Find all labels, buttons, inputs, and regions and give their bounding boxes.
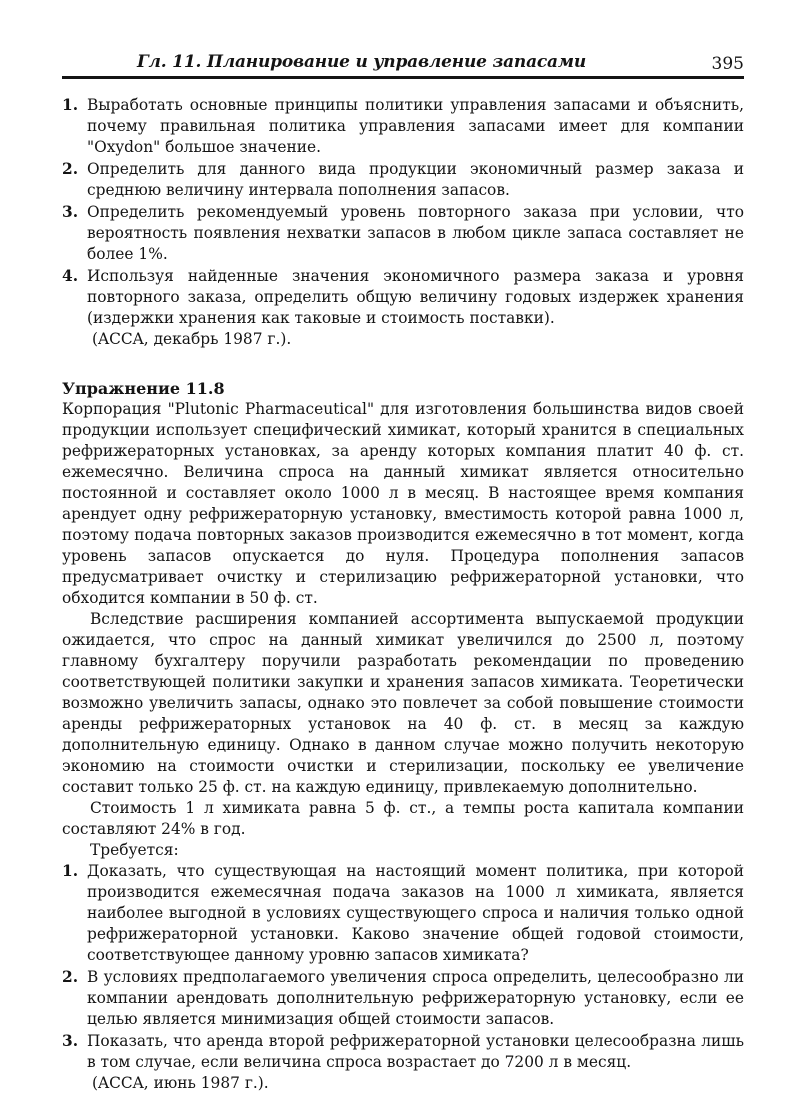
exercise-heading: Упражнение 11.8 (62, 379, 225, 398)
page-number: 395 (711, 54, 744, 74)
list-number: 3. (62, 203, 79, 221)
list-text: Используя найденные значения экономичного размера заказа и уровня повторного заказа, определить общую величину годовых издержек хранения (издержки хранения как таковые и стоимость поставки). (87, 267, 744, 327)
list-number: 2. (62, 160, 79, 178)
list-item (62, 967, 744, 1030)
list-text: Определить для данного вида продукции экономичный размер заказа и среднюю величину интервала пополнения запасов. (87, 160, 744, 199)
list-item (62, 202, 744, 265)
citation: (ACCA, декабрь 1987 г.). (92, 330, 292, 348)
list-item (62, 266, 744, 329)
list-number: 2. (62, 968, 79, 986)
list-number: 1. (62, 862, 79, 880)
list-item (62, 1031, 744, 1073)
list-item (62, 95, 744, 158)
list-text: Определить рекомендуемый уровень повторного заказа при условии, что вероятность появления нехватки запасов в любом цикле запаса составляет не более 1%. (87, 203, 744, 263)
paragraph: Вследствие расширения компанией ассортимента выпускаемой продукции ожидается, что спрос на данный химикат увеличился до 2500 л, поэтому главному бухгалтеру поручили разработать рекомендации по проведению соответствующей политики закупки и хранения запасов химиката. Теоретически возможно увеличить запасы, однако это повлечет за собой повышение стоимости аренды рефрижераторных установок на 40 ф. ст. в месяц за каждую дополнительную единицу. Однако в данном случае можно получить некоторую экономию на стоимости очистки и стерилизации, поскольку ее увеличение составит только 25 ф. ст. на каждую единицу, привлекаемую дополнительно. (62, 610, 744, 796)
list-text: В условиях предполагаемого увеличения спроса определить, целесообразно ли компании арендовать дополнительную рефрижераторную установку, если ее целью является минимизация общей стоимости запасов. (87, 968, 744, 1028)
list-text: Доказать, что существующая на настоящий момент политика, при которой производится ежемесячная подача заказов на 1000 л химиката, является наиболее выгодной в условиях существующего спроса и наличия только одной рефрижераторной установки. Каково значение общей годовой стоимости, соответствующее данному уровню запасов химиката? (87, 862, 744, 964)
paragraph: Стоимость 1 л химиката равна 5 ф. ст., а темпы роста капитала компании составляют 24% в год. (62, 799, 744, 838)
list-item (62, 159, 744, 201)
list-item (62, 861, 744, 966)
page-content (62, 95, 744, 1094)
task-list (62, 861, 744, 1073)
list-number: 3. (62, 1032, 79, 1050)
chapter-title: Гл. 11. Планирование и управление запасами (136, 52, 586, 72)
paragraph: Корпорация "Plutonic Pharmaceutical" для изготовления большинства видов своей продукции использует специфический химикат, который хранится в специальных рефрижераторных установках, за аренду которых компания платит 40 ф. ст. ежемесячно. Величина спроса на данный химикат является относительно постоянной и составляет около 1000 л в месяц. В настоящее время компания арендует одну рефрижераторную установку, вместимость которой равна 1000 л, поэтому подача повторных заказов производится ежемесячно в тот момент, когда уровень запасов опускается до нуля. Процедура пополнения запасов предусматривает очистку и стерилизацию рефрижераторной установки, что обходится компании в 50 ф. ст. (62, 400, 744, 607)
running-header (62, 50, 744, 76)
list-text: Выработать основные принципы политики управления запасами и объяснить, почему правильная политика управления запасами имеет для компании "Oxydon" большое значение. (87, 96, 744, 156)
header-rule (62, 76, 744, 79)
requirement-label: Требуется: (90, 841, 179, 859)
citation: (ACCA, июнь 1987 г.). (92, 1074, 269, 1092)
list-number: 4. (62, 267, 79, 285)
list-text: Показать, что аренда второй рефрижераторной установки целесообразна лишь в том случае, если величина спроса возрастает до 7200 л в месяц. (87, 1032, 744, 1071)
list-number: 1. (62, 96, 79, 114)
